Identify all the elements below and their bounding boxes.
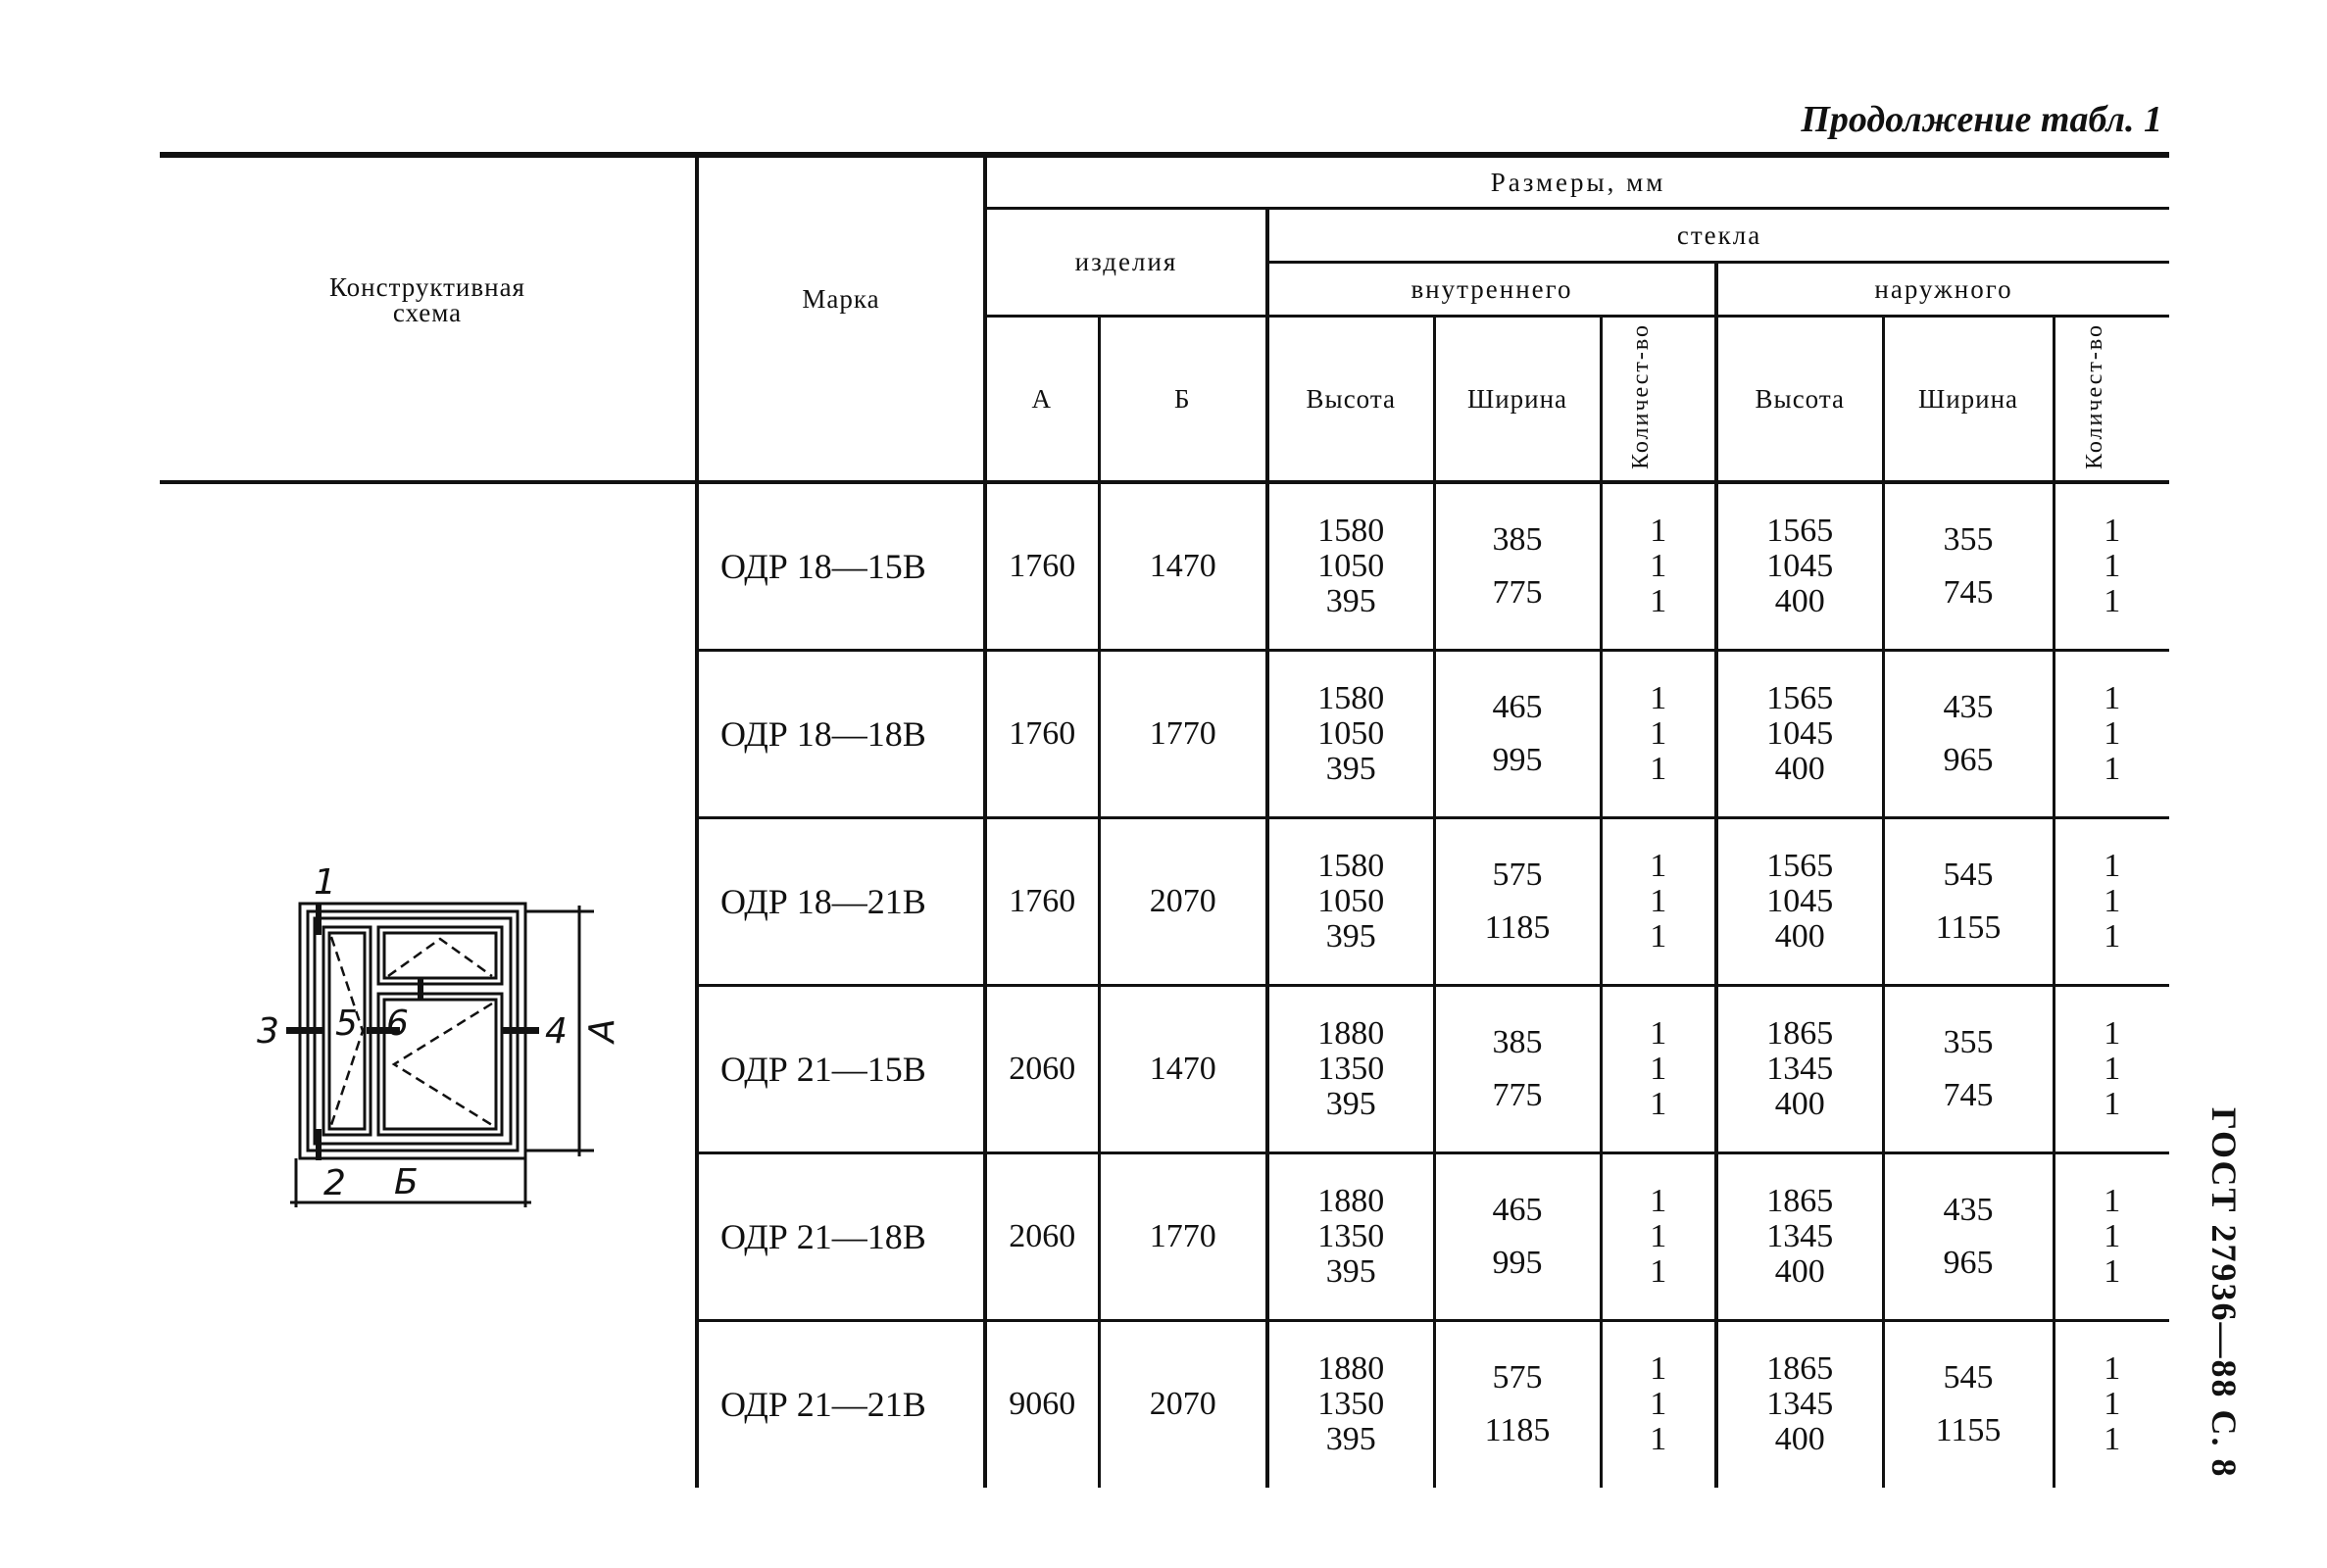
inner-count-cell	[1601, 1320, 1716, 1488]
in-h-value: 395	[1325, 1421, 1376, 1458]
out-n-value: 1	[2104, 512, 2121, 549]
outer-count-cell	[2054, 817, 2169, 985]
continuation-title: Продолжение табл. 1	[1801, 99, 2162, 140]
table-header	[160, 155, 2169, 482]
inner-height-cell	[1267, 817, 1434, 985]
size-b-cell: 1470	[1099, 985, 1267, 1152]
size-a-cell: 2060	[985, 985, 1099, 1152]
out-n-value: 1	[2104, 582, 2121, 619]
in-n-value: 1	[1650, 679, 1667, 716]
header-outer-count-label: Количест-во	[2081, 323, 2107, 469]
in-n-value: 1	[1650, 1252, 1667, 1290]
out-n-value: 1	[2104, 1217, 2121, 1254]
in-n-value: 1	[1650, 547, 1667, 584]
out-n-value: 1	[2104, 882, 2121, 919]
outer-width-cell	[1883, 817, 2054, 985]
out-h-value: 1045	[1766, 547, 1834, 584]
header-outer: наружного	[1716, 263, 2169, 317]
out-h-value: 1345	[1766, 1050, 1834, 1087]
in-h-value: 1050	[1317, 882, 1385, 919]
standard-page-label: ГОСТ 27936—88 С. 8	[2204, 1107, 2244, 1479]
in-n-value: 1	[1650, 1217, 1667, 1254]
outer-height-cell	[1716, 1152, 1883, 1320]
out-w-value: 965	[1943, 1244, 1994, 1281]
out-w-value: 355	[1943, 1023, 1994, 1060]
out-w-value: 545	[1943, 856, 1994, 893]
inner-count-cell	[1601, 482, 1716, 650]
in-n-value: 1	[1650, 882, 1667, 919]
outer-height-cell	[1716, 482, 1883, 650]
inner-height-cell	[1267, 985, 1434, 1152]
out-n-value: 1	[2104, 1182, 2121, 1219]
mark-cell: ОДР 21—18В	[697, 1152, 985, 1320]
in-n-value: 1	[1650, 512, 1667, 549]
size-b-cell: 1470	[1099, 482, 1267, 650]
out-n-value: 1	[2104, 1350, 2121, 1388]
scheme-label-1: 1	[314, 861, 336, 903]
scheme-dim-b: Б	[394, 1161, 419, 1202]
in-n-value: 1	[1650, 1014, 1667, 1052]
in-w-value: 775	[1492, 573, 1543, 611]
out-h-value: 1565	[1766, 679, 1834, 716]
in-n-value: 1	[1650, 917, 1667, 955]
outer-height-cell	[1716, 1320, 1883, 1488]
header-inner: внутреннего	[1267, 263, 1716, 317]
out-w-value: 1155	[1935, 1412, 2002, 1449]
outer-width-cell	[1883, 1320, 2054, 1488]
in-n-value: 1	[1650, 1050, 1667, 1087]
outer-count-cell	[2054, 650, 2169, 817]
in-w-value: 465	[1492, 688, 1543, 725]
out-n-value: 1	[2104, 847, 2121, 884]
in-w-value: 995	[1492, 1244, 1543, 1281]
out-h-value: 400	[1774, 917, 1825, 955]
out-n-value: 1	[2104, 1085, 2121, 1122]
scheme-label-4: 4	[545, 1010, 568, 1052]
in-n-value: 1	[1650, 847, 1667, 884]
outer-width-cell	[1883, 1152, 2054, 1320]
outer-height-cell	[1716, 650, 1883, 817]
in-w-value: 385	[1492, 520, 1543, 558]
in-w-value: 575	[1492, 856, 1543, 893]
outer-count-cell	[2054, 482, 2169, 650]
in-n-value: 1	[1650, 582, 1667, 619]
out-h-value: 400	[1774, 1421, 1825, 1458]
scheme-label-2: 2	[323, 1162, 346, 1203]
header-scheme-label: Конструктивная схема	[329, 271, 525, 327]
in-h-value: 395	[1325, 917, 1376, 955]
out-n-value: 1	[2104, 714, 2121, 752]
mark-cell: ОДР 18—21В	[697, 817, 985, 985]
mark-cell: ОДР 21—21В	[697, 1320, 985, 1488]
header-a: А	[985, 317, 1099, 483]
inner-height-cell	[1267, 1152, 1434, 1320]
out-w-value: 545	[1943, 1359, 1994, 1396]
out-n-value: 1	[2104, 1252, 2121, 1290]
out-h-value: 400	[1774, 750, 1825, 787]
mark-cell: ОДР 18—18В	[697, 650, 985, 817]
in-h-value: 1880	[1317, 1350, 1385, 1388]
inner-height-cell	[1267, 1320, 1434, 1488]
in-w-value: 1185	[1484, 908, 1551, 946]
out-h-value: 1865	[1766, 1182, 1834, 1219]
scheme-label-3: 3	[257, 1010, 279, 1052]
in-w-value: 575	[1492, 1359, 1543, 1396]
header-b: Б	[1099, 317, 1267, 483]
header-outer-height: Высота	[1716, 317, 1883, 483]
out-w-value: 435	[1943, 688, 1994, 725]
out-n-value: 1	[2104, 917, 2121, 955]
out-h-value: 1565	[1766, 512, 1834, 549]
window-scheme-drawing	[222, 757, 633, 1207]
in-h-value: 395	[1325, 582, 1376, 619]
in-n-value: 1	[1650, 714, 1667, 752]
size-a-cell: 9060	[985, 1320, 1099, 1488]
out-h-value: 1565	[1766, 847, 1834, 884]
out-h-value: 400	[1774, 1252, 1825, 1290]
inner-height-cell	[1267, 482, 1434, 650]
outer-width-cell	[1883, 985, 2054, 1152]
in-h-value: 1350	[1317, 1217, 1385, 1254]
in-w-value: 385	[1492, 1023, 1543, 1060]
outer-width-cell	[1883, 482, 2054, 650]
table-body	[160, 482, 2169, 1488]
in-h-value: 395	[1325, 750, 1376, 787]
out-h-value: 1345	[1766, 1217, 1834, 1254]
in-n-value: 1	[1650, 750, 1667, 787]
out-h-value: 400	[1774, 582, 1825, 619]
in-h-value: 1580	[1317, 679, 1385, 716]
header-outer-width: Ширина	[1883, 317, 2054, 483]
inner-count-cell	[1601, 1152, 1716, 1320]
size-b-cell: 2070	[1099, 1320, 1267, 1488]
inner-count-cell	[1601, 817, 1716, 985]
out-h-value: 400	[1774, 1085, 1825, 1122]
in-h-value: 395	[1325, 1085, 1376, 1122]
size-a-cell: 2060	[985, 1152, 1099, 1320]
in-n-value: 1	[1650, 1182, 1667, 1219]
in-h-value: 1580	[1317, 847, 1385, 884]
outer-count-cell	[2054, 985, 2169, 1152]
in-w-value: 775	[1492, 1076, 1543, 1113]
in-w-value: 465	[1492, 1191, 1543, 1228]
header-mark: Марка	[697, 155, 985, 482]
inner-count-cell	[1601, 650, 1716, 817]
inner-height-cell	[1267, 650, 1434, 817]
header-outer-count	[2054, 317, 2169, 483]
out-n-value: 1	[2104, 750, 2121, 787]
in-h-value: 1350	[1317, 1050, 1385, 1087]
inner-width-cell	[1434, 1152, 1601, 1320]
in-w-value: 1185	[1484, 1412, 1551, 1449]
outer-width-cell	[1883, 650, 2054, 817]
in-h-value: 1050	[1317, 547, 1385, 584]
outer-count-cell	[2054, 1152, 2169, 1320]
in-h-value: 1880	[1317, 1182, 1385, 1219]
header-inner-width: Ширина	[1434, 317, 1601, 483]
in-n-value: 1	[1650, 1350, 1667, 1388]
in-n-value: 1	[1650, 1421, 1667, 1458]
out-h-value: 1345	[1766, 1386, 1834, 1423]
size-b-cell: 1770	[1099, 1152, 1267, 1320]
out-n-value: 1	[2104, 1421, 2121, 1458]
out-h-value: 1045	[1766, 882, 1834, 919]
scheme-cell	[160, 482, 697, 1488]
table-row	[160, 482, 2169, 650]
header-sizes: Размеры, мм	[985, 155, 2169, 209]
size-a-cell: 1760	[985, 817, 1099, 985]
in-n-value: 1	[1650, 1085, 1667, 1122]
header-inner-count-label: Количест-во	[1627, 323, 1654, 469]
in-h-value: 395	[1325, 1252, 1376, 1290]
out-w-value: 1155	[1935, 908, 2002, 946]
in-h-value: 1050	[1317, 714, 1385, 752]
in-n-value: 1	[1650, 1386, 1667, 1423]
out-h-value: 1045	[1766, 714, 1834, 752]
out-w-value: 435	[1943, 1191, 1994, 1228]
outer-count-cell	[2054, 1320, 2169, 1488]
out-w-value: 745	[1943, 573, 1994, 611]
inner-width-cell	[1434, 650, 1601, 817]
out-n-value: 1	[2104, 547, 2121, 584]
header-product: изделия	[985, 209, 1267, 317]
inner-width-cell	[1434, 985, 1601, 1152]
size-a-cell: 1760	[985, 482, 1099, 650]
window-sizes-table	[160, 152, 2169, 1488]
outer-height-cell	[1716, 817, 1883, 985]
size-a-cell: 1760	[985, 650, 1099, 817]
out-n-value: 1	[2104, 679, 2121, 716]
mark-cell: ОДР 18—15В	[697, 482, 985, 650]
out-h-value: 1865	[1766, 1350, 1834, 1388]
outer-height-cell	[1716, 985, 1883, 1152]
inner-width-cell	[1434, 1320, 1601, 1488]
out-n-value: 1	[2104, 1050, 2121, 1087]
inner-width-cell	[1434, 817, 1601, 985]
scheme-dim-a: А	[582, 1017, 622, 1043]
out-h-value: 1865	[1766, 1014, 1834, 1052]
size-b-cell: 1770	[1099, 650, 1267, 817]
out-w-value: 745	[1943, 1076, 1994, 1113]
header-glass: стекла	[1267, 209, 2169, 263]
mark-cell: ОДР 21—15В	[697, 985, 985, 1152]
size-b-cell: 2070	[1099, 817, 1267, 985]
out-n-value: 1	[2104, 1014, 2121, 1052]
header-inner-height: Высота	[1267, 317, 1434, 483]
header-inner-count	[1601, 317, 1716, 483]
out-w-value: 355	[1943, 520, 1994, 558]
scheme-label-6: 6	[386, 1003, 409, 1044]
in-h-value: 1880	[1317, 1014, 1385, 1052]
header-scheme	[160, 155, 697, 482]
inner-width-cell	[1434, 482, 1601, 650]
in-w-value: 995	[1492, 741, 1543, 778]
in-h-value: 1350	[1317, 1386, 1385, 1423]
in-h-value: 1580	[1317, 512, 1385, 549]
scheme-label-5: 5	[335, 1003, 358, 1044]
out-n-value: 1	[2104, 1386, 2121, 1423]
inner-count-cell	[1601, 985, 1716, 1152]
out-w-value: 965	[1943, 741, 1994, 778]
